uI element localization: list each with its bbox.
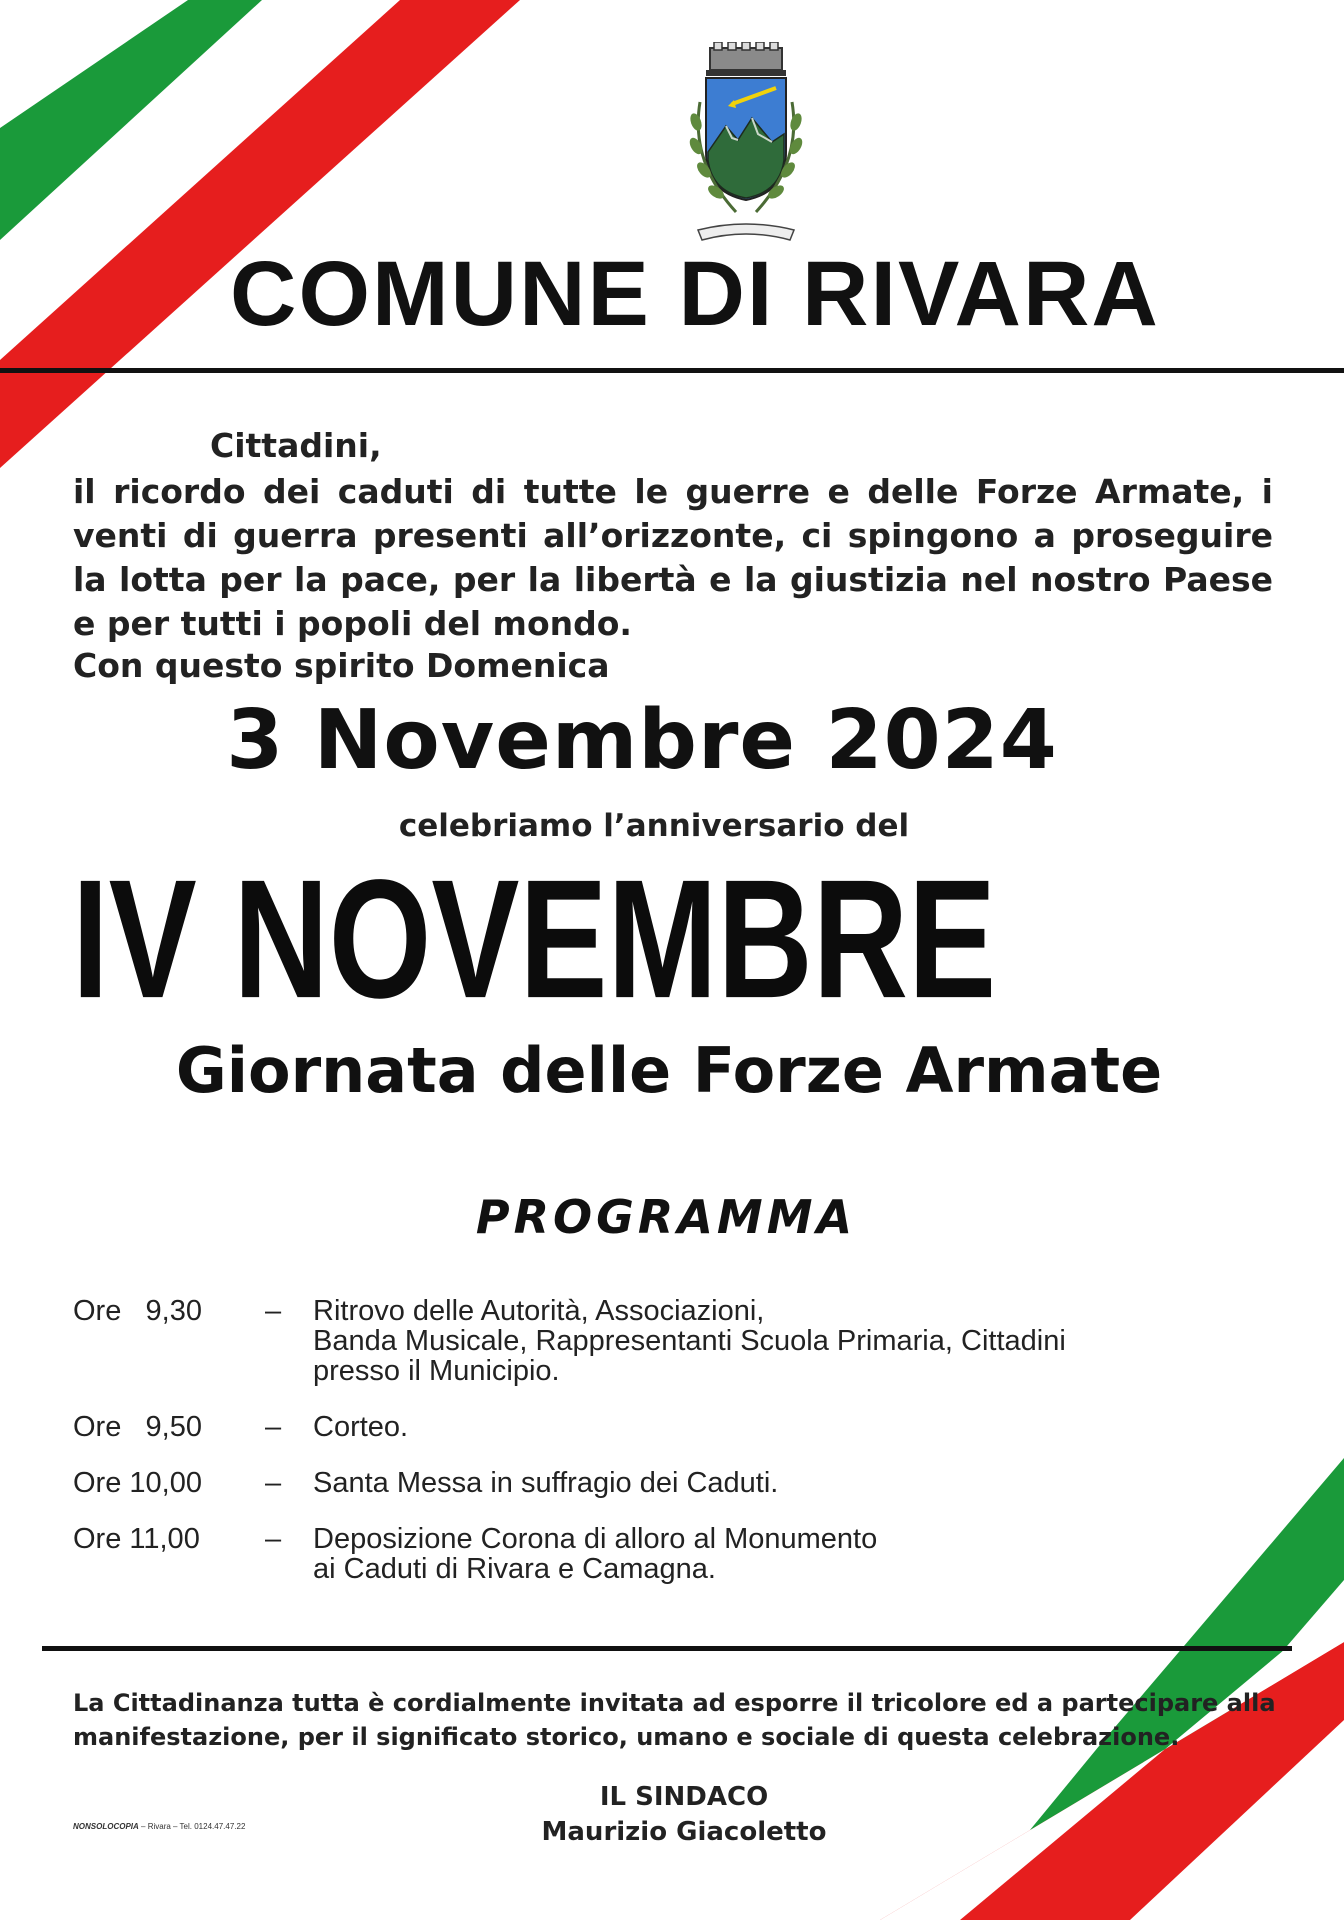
mayor-signature bbox=[12, 1780, 1344, 1850]
program-description bbox=[313, 1524, 877, 1584]
program-line: presso il Municipio. bbox=[313, 1355, 560, 1387]
program-description bbox=[313, 1412, 408, 1442]
municipality-title: COMUNE DI RIVARA bbox=[230, 243, 1160, 345]
program-description bbox=[313, 1296, 1066, 1386]
header-divider bbox=[0, 368, 1344, 373]
printer-name: NONSOLOCOPIA bbox=[73, 1822, 139, 1831]
program-line: Santa Messa in suffragio dei Caduti. bbox=[313, 1467, 779, 1499]
program-time: Ore 9,50 bbox=[73, 1411, 202, 1443]
program-line: ai Caduti di Rivara e Camagna. bbox=[313, 1553, 716, 1585]
program-line: Deposizione Corona di alloro al Monumento bbox=[313, 1523, 878, 1555]
program-line: Corteo. bbox=[313, 1411, 409, 1443]
program-description bbox=[313, 1468, 778, 1498]
greeting: Cittadini, bbox=[210, 426, 382, 465]
program-heading: PROGRAMMA bbox=[475, 1190, 857, 1244]
program-list bbox=[73, 1296, 1223, 1610]
event-intro: celebriamo l’anniversario del bbox=[398, 808, 910, 844]
event-date: 3 Novembre 2024 bbox=[226, 693, 1058, 788]
program-line: Banda Musicale, Rappresentanti Scuola Primaria, Cittadini bbox=[313, 1325, 1066, 1357]
tricolor-red-stripe-top bbox=[0, 0, 520, 468]
invitation-text: La Cittadinanza tutta è cordialmente invitata ad esporre il tricolore ed a partecipare alla manifestazione, per il significato storico, umano e sociale di questa celebrazione. bbox=[73, 1689, 1276, 1751]
program-dash: – bbox=[265, 1411, 282, 1443]
message-body: il ricordo dei caduti di tutte le guerre e delle Forze Armate, i venti di guerra presenti all’orizzonte, ci spingono a proseguire la lotta per la pace, per la libertà e la giustizia nel nostro Paese e per tutti i popoli del mondo. bbox=[73, 472, 1273, 643]
program-time: Ore 10,00 bbox=[73, 1467, 202, 1499]
mayor-role: IL SINDACO bbox=[599, 1782, 769, 1812]
program-dash: – bbox=[265, 1523, 282, 1555]
program-dash: – bbox=[265, 1467, 282, 1499]
event-title: IV NOVEMBRE bbox=[72, 844, 997, 1033]
program-dash: – bbox=[265, 1295, 282, 1327]
municipal-coat-of-arms-icon bbox=[676, 42, 816, 242]
program-item bbox=[73, 1468, 1223, 1498]
program-item bbox=[73, 1524, 1223, 1584]
program-item bbox=[73, 1296, 1223, 1386]
message-closing: Con questo spirito Domenica bbox=[73, 646, 610, 685]
printer-credit bbox=[73, 1822, 245, 1831]
program-item bbox=[73, 1412, 1223, 1442]
printer-contact: – Rivara – Tel. 0124.47.47.22 bbox=[141, 1822, 246, 1831]
mayor-name: Maurizio Giacoletto bbox=[541, 1817, 827, 1847]
event-subtitle: Giornata delle Forze Armate bbox=[175, 1034, 1163, 1107]
program-time: Ore 11,00 bbox=[73, 1523, 200, 1555]
footer-divider bbox=[42, 1646, 1292, 1651]
program-line: Ritrovo delle Autorità, Associazioni, bbox=[313, 1295, 765, 1327]
program-time: Ore 9,30 bbox=[73, 1295, 202, 1327]
